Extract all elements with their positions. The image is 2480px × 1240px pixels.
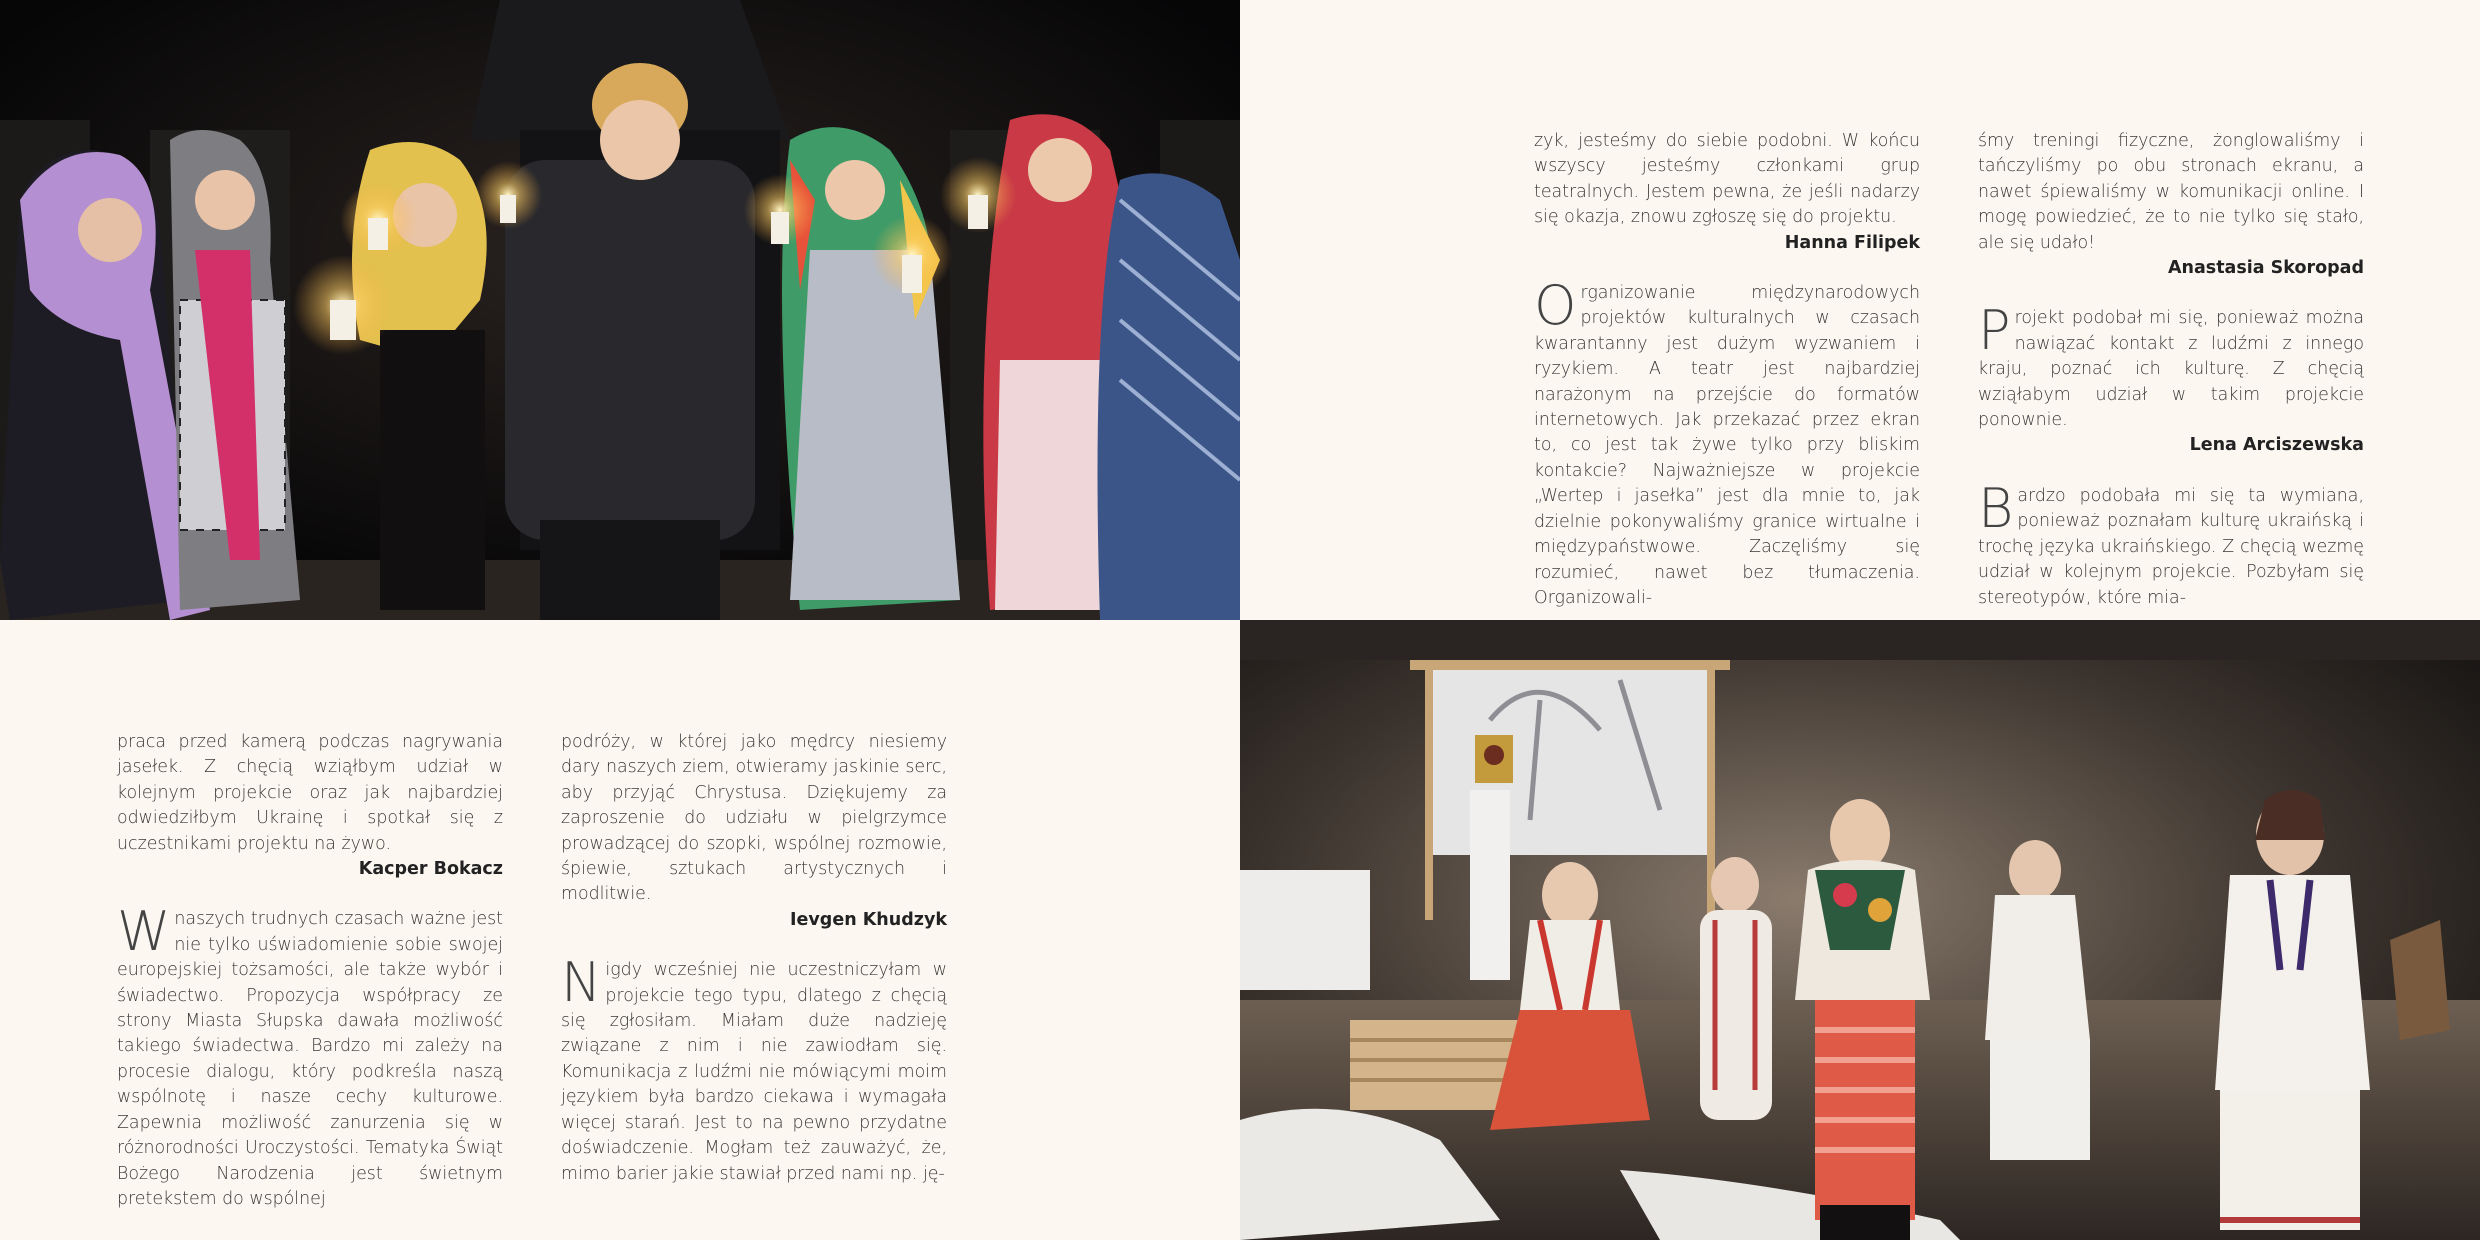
text-column-2 [561,730,947,1187]
drop-cap: W [117,900,171,964]
author-signature: Anastasia Skoropad [2167,258,2364,279]
text-panel-bottom-left [0,620,1240,1240]
stage-photo-folk-costumes [1240,620,2480,1240]
paragraph: zyk, jesteśmy do siebie podobni. W końcu wszyscy jesteśmy członkami grup teatralnych. Jestem pewna, że jeśli nadarzy się okazja, znowu zgłoszę się do projektu. [1534,131,1920,228]
drop-cap: O [1534,274,1577,338]
paragraph-dropcap: Projekt podobał mi się, ponieważ można nawiązać kontakt z ludźmi z innego kraju, poznać ich kulturę. Z chęcią wziąłabym udział w takim projekcie ponownie. [1978,299,2364,431]
author-signature: Hanna Filipek [1784,232,1920,253]
author-signature: Kacper Bokacz [358,859,503,880]
text-column-2 [1978,129,2364,611]
paragraph-dropcap: Bardzo podobała mi się ta wymiana, ponieważ poznałam kulturę ukraińską i trochę języka ukraińskiego. Z chęcią wezmę udział w kolejnym projekcie. Pozbyłam się stereotypów, które mia- [1978,476,2364,608]
paragraph-dropcap: Nigdy wcześniej nie uczestniczyłam w projekcie tego typu, dlatego z chęcią się zgłosiłam. Miałam duże nadzieję związane z nim i nie zawiodłam się. Komunikacja z ludźmi nie mówiącymi moim językiem była bardzo ciekawa i wymagała więcej starań. Jest to na pewno przydatne doświadczenie. Mogłam też zauważyć, że, mimo barier jakie stawiał przed nami np. ję- [561,951,947,1184]
author-signature: Lena Arciszewska [2189,435,2364,456]
text-panel-top-right [1240,0,2480,620]
drop-cap: B [1978,476,2014,540]
text-column-1 [117,730,503,1212]
photo-candle-performance [0,0,1240,620]
paragraph: praca przed kamerą podczas nagrywania jasełek. Z chęcią wziąłbym udział w kolejnym projekcie oraz jak najbardziej odwiedziłbym Ukrainę i spotkał się z uczestnikami projektu na żywo. [117,732,503,854]
drop-cap: N [561,951,602,1015]
paragraph-dropcap: W naszych trudnych czasach ważne jest nie tylko uświadomienie sobie swojej europejskiej tożsamości, ale także wybór i świadectwo. Propozycja współpracy ze strony Miasta Słupska dawała możliwość takiego świadectwa. Bardzo mi zależy na procesie dialogu, który podkreśla naszą wspólnotę i nasze cechy kulturowe. Zapewnia możliwość zanurzenia się w różnorodności Uroczystości. Tematyka Świąt Bożego Narodzenia jest świetnym pretekstem do wspólnej [117,900,503,1209]
text-column-1 [1534,129,1920,611]
photo-folk-costume-performance [1240,620,2480,1240]
paragraph: podróży, w której jako mędrcy niesiemy dary naszych ziem, otwieramy jaskinie serc, aby przyjąć Chrystusa. Dziękujemy za zaproszenie do udziału w pielgrzymce prowadzącej do szopki, wspólnej rozmowie, śpiewie, sztukach artystycznych i modlitwie. [561,732,947,905]
paragraph: śmy treningi fizyczne, żonglowaliśmy i tańczyliśmy po obu stronach ekranu, a nawet śpiewaliśmy w komunikacji online. I mogę powiedzieć, że to nie tylko się stało, ale się udało! [1978,131,2364,253]
drop-cap: P [1978,299,2011,363]
stage-photo-candles [0,0,1240,620]
paragraph-dropcap: Organizowanie międzynarodowych projektów kulturalnych w czasach kwarantanny jest dużym wyzwaniem i ryzykiem. A teatr jest najbardziej narażonym na przejście do formatów internetowych. Jak przekazać przez ekran to, co jest tak żywe tylko przy bliskim kontakcie? Najważniejsze w projekcie „Wertep i jasełka” jest dla mnie to, jak dzielnie pokonywaliśmy granice wirtualne i międzypaństwowe. Zaczęliśmy się rozumieć, nawet bez tłumaczenia. Organizowali- [1534,274,1920,608]
author-signature: Ievgen Khudzyk [790,909,947,930]
